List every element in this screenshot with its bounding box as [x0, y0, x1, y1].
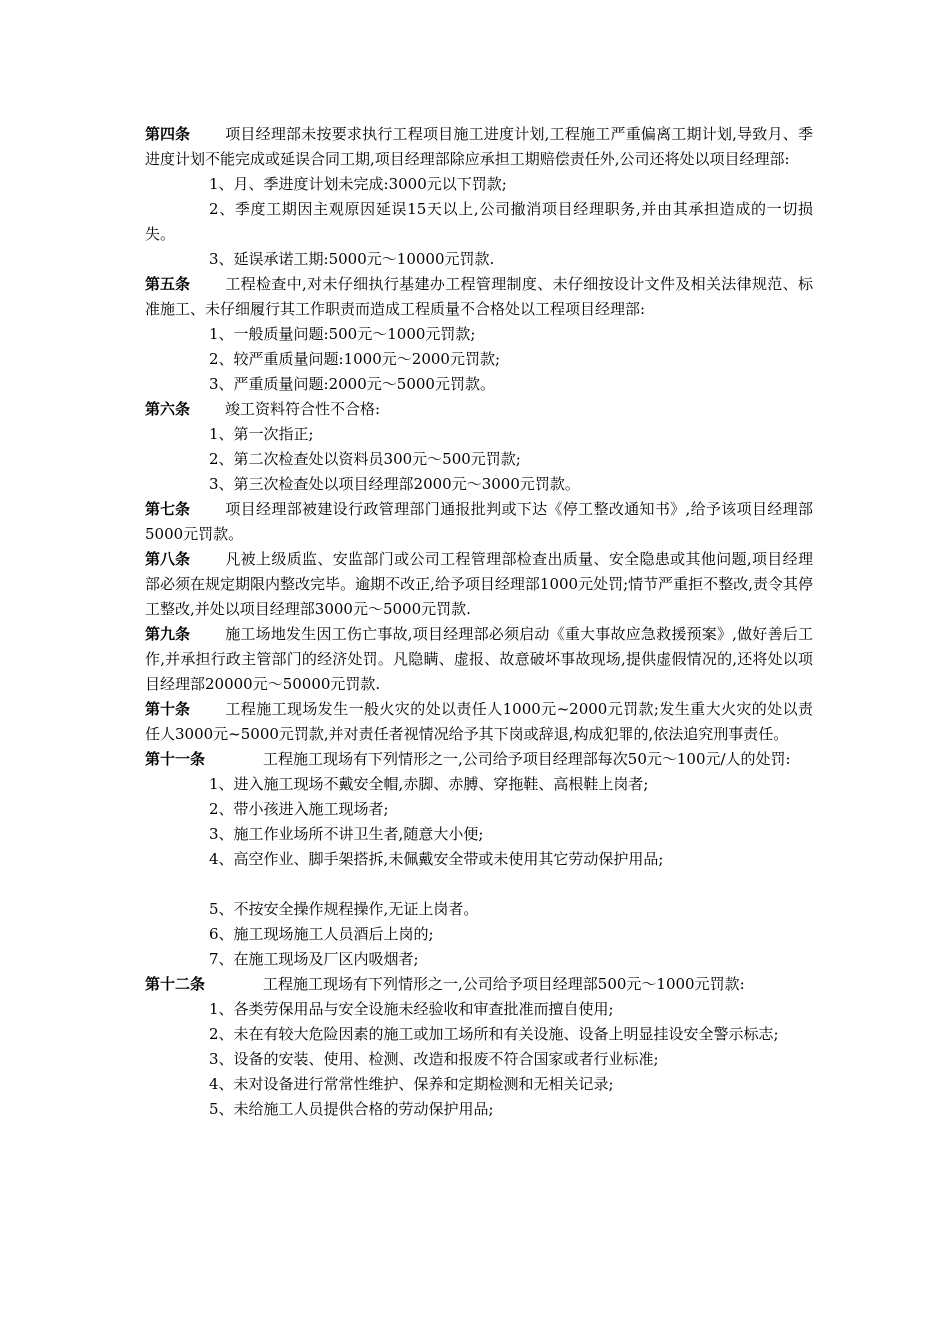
article-12-item-3: 3、设备的安装、使用、检测、改造和报废不符合国家或者行业标准;	[209, 1050, 659, 1068]
article-12-item-1: 1、各类劳保用品与安全设施未经验收和审查批准而擅自使用;	[209, 1000, 614, 1018]
article-5-item-2: 2、较严重质量问题:1000元～2000元罚款;	[209, 350, 500, 368]
article-7	[145, 497, 813, 547]
article-6-item-3: 3、第三次检查处以项目经理部2000元～3000元罚款。	[209, 475, 580, 493]
article-4-label: 第四条	[145, 125, 191, 143]
article-5-text: 工程检查中,对未仔细执行基建办工程管理制度、未仔细按设计文件及相关法律规范、标准施工、未仔细履行其工作职责而造成工程质量不合格处以工程项目经理部:	[145, 275, 813, 318]
article-11-item-2: 2、带小孩进入施工现场者;	[209, 800, 389, 818]
article-8-text: 凡被上级质监、安监部门或公司工程管理部检查出质量、安全隐患或其他问题,项目经理部必须在规定期限内整改完毕。逾期不改正,给予项目经理部1000元处罚;情节严重拒不整改,责令其停工整改,并处以项目经理部3000元～5000元罚款.	[145, 550, 813, 618]
article-11-item-4: 4、高空作业、脚手架搭拆,未佩戴安全带或未使用其它劳动保护用品;	[209, 850, 664, 868]
article-9-label: 第九条	[145, 625, 191, 643]
article-11-item-7: 7、在施工现场及厂区内吸烟者;	[209, 950, 419, 968]
article-11-label: 第十一条	[145, 750, 206, 768]
article-7-label: 第七条	[145, 500, 191, 518]
article-11-item-6: 6、施工现场施工人员酒后上岗的;	[209, 925, 434, 943]
article-8	[145, 547, 813, 622]
article-11-item-1: 1、进入施工现场不戴安全帽,赤脚、赤膊、穿拖鞋、高根鞋上岗者;	[209, 775, 649, 793]
article-6-item-2: 2、第二次检查处以资料员300元～500元罚款;	[209, 450, 521, 468]
article-4	[145, 122, 813, 172]
article-10-label: 第十条	[145, 700, 191, 718]
article-5	[145, 272, 813, 322]
document-page	[145, 122, 813, 1122]
article-12-item-5: 5、未给施工人员提供合格的劳动保护用品;	[209, 1100, 494, 1118]
article-6-text: 竣工资料符合性不合格:	[225, 400, 381, 418]
article-4-item-2: 2、季度工期因主观原因延误15天以上,公司撤消项目经理职务,并由其承担造成的一切损失。	[145, 200, 813, 243]
article-11-text: 工程施工现场有下列情形之一,公司给予项目经理部每次50元～100元/人的处罚:	[263, 750, 791, 768]
article-12-item-2: 2、未在有较大危险因素的施工或加工场所和有关设施、设备上明显挂设安全警示标志;	[209, 1025, 779, 1043]
article-10	[145, 697, 813, 747]
article-4-text: 项目经理部未按要求执行工程项目施工进度计划,工程施工严重偏离工期计划,导致月、季进度计划不能完成或延误合同工期,项目经理部除应承担工期赔偿责任外,公司还将处以项目经理部:	[145, 125, 813, 168]
article-9	[145, 622, 813, 697]
article-4-item-1: 1、月、季进度计划未完成:3000元以下罚款;	[209, 175, 507, 193]
article-10-text: 工程施工现场发生一般火灾的处以责任人1000元~2000元罚款;发生重大火灾的处以责任人3000元~5000元罚款,并对责任者视情况给予其下岗或辞退,构成犯罪的,依法追究刑事责任。	[145, 700, 813, 743]
article-5-item-1: 1、一般质量问题:500元～1000元罚款;	[209, 325, 476, 343]
article-11-item-3: 3、施工作业场所不讲卫生者,随意大小便;	[209, 825, 484, 843]
article-12-text: 工程施工现场有下列情形之一,公司给予项目经理部500元～1000元罚款:	[263, 975, 745, 993]
article-12-label: 第十二条	[145, 975, 206, 993]
blank-line	[145, 872, 813, 897]
article-12-item-4: 4、未对设备进行常常性维护、保养和定期检测和无相关记录;	[209, 1075, 614, 1093]
article-6-label: 第六条	[145, 400, 191, 418]
article-11-item-5: 5、不按安全操作规程操作,无证上岗者。	[209, 900, 479, 918]
article-8-label: 第八条	[145, 550, 191, 568]
article-7-text: 项目经理部被建设行政管理部门通报批判或下达《停工整改通知书》,给予该项目经理部5000元罚款。	[145, 500, 813, 543]
article-9-text: 施工场地发生因工伤亡事故,项目经理部必须启动《重大事故应急救援预案》,做好善后工作,并承担行政主管部门的经济处罚。凡隐瞒、虚报、故意破坏事故现场,提供虚假情况的,还将处以项目经理部20000元～50000元罚款.	[145, 625, 813, 693]
article-11	[145, 747, 813, 772]
article-4-item-3: 3、延误承诺工期:5000元～10000元罚款.	[209, 250, 495, 268]
article-6-item-1: 1、第一次指正;	[209, 425, 314, 443]
article-6	[145, 397, 813, 422]
article-5-item-3: 3、严重质量问题:2000元～5000元罚款。	[209, 375, 495, 393]
article-5-label: 第五条	[145, 275, 191, 293]
article-12	[145, 972, 813, 997]
